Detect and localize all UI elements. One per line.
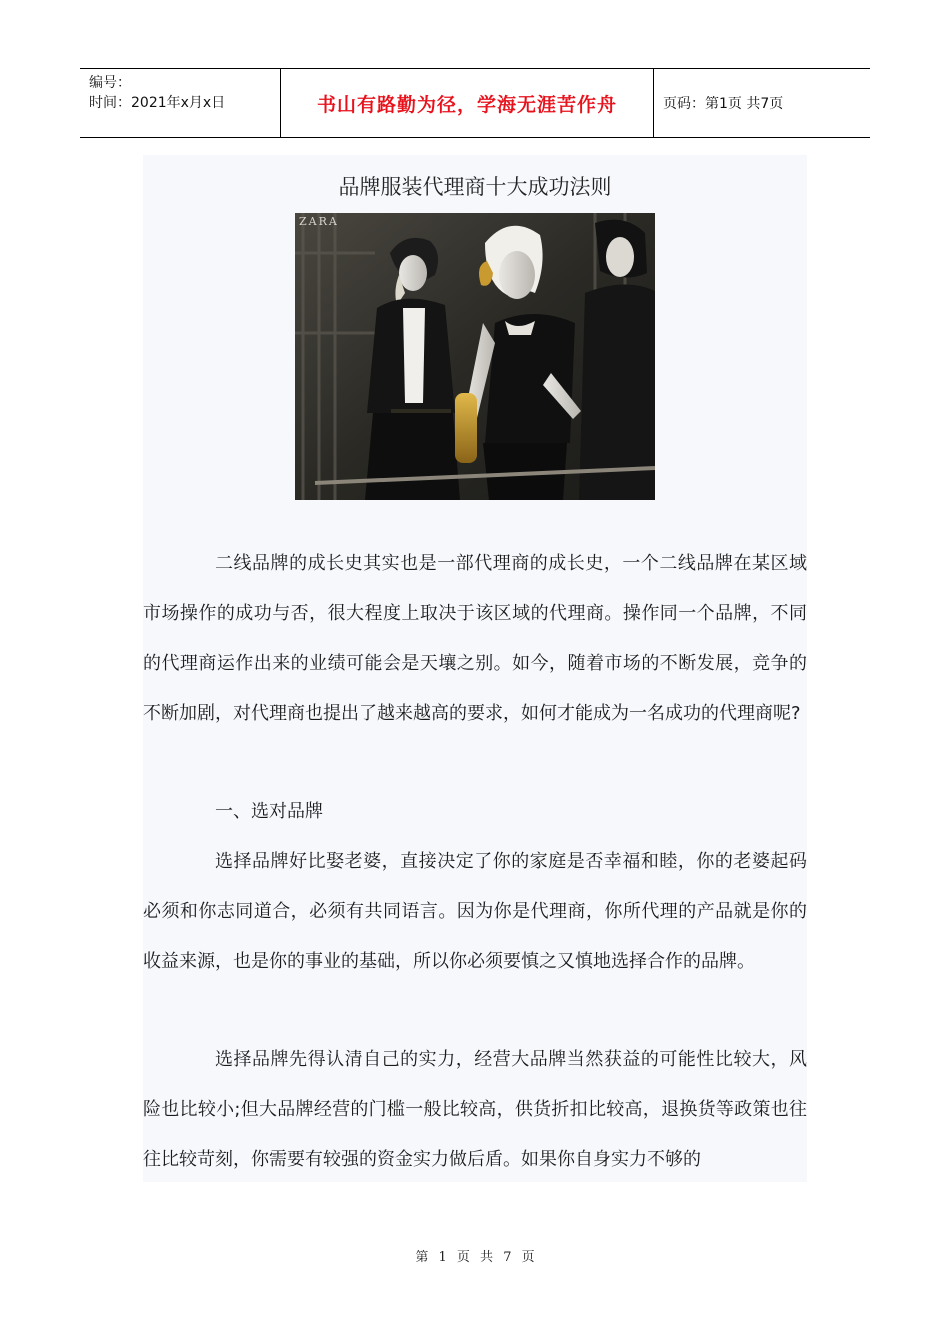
mannequin-photo (295, 213, 655, 500)
mannequin-photo-illustration (295, 213, 655, 500)
paragraph-choose-brand: 选择品牌好比娶老婆，直接决定了你的家庭是否幸福和睦，你的老婆起码必须和你志同道合，必须有共同语言。因为你是代理商，你所代理的产品就是你的收益来源，也是你的事业的基础，所以你必须要慎之又慎地选择合作的品牌。 (143, 851, 807, 972)
time-label: 时间：2021年x月x日 (89, 95, 226, 111)
article-body (143, 155, 807, 1182)
page-footer: 第 1 页 共 7 页 (415, 1250, 535, 1265)
paragraph-brand-strength: 选择品牌先得认清自己的实力，经营大品牌当然获益的可能性比较大，风险也比较小;但大品牌经营的门槛一般比较高，供货折扣比较高，退换货等政策也往往比较苛刻，你需要有较强的资金实力做后盾。如果你自身实力不够的 (143, 1049, 807, 1170)
article-title: 品牌服装代理商十大成功法则 (338, 175, 612, 199)
section-heading-choose-brand: 一、选对品牌 (215, 801, 323, 822)
header-motto-cell (281, 69, 654, 137)
header-meta-cell (80, 69, 281, 137)
paragraph-intro: 二线品牌的成长史其实也是一部代理商的成长史，一个二线品牌在某区域市场操作的成功与否，很大程度上取决于该区域的代理商。操作同一个品牌，不同的代理商运作出来的业绩可能会是天壤之别。如今，随着市场的不断发展，竞争的不断加剧，对代理商也提出了越来越高的要求，如何才能成为一名成功的代理商呢? (143, 553, 807, 724)
motto-text: 书山有路勤为径，学海无涯苦作舟 (316, 93, 617, 116)
header-page-cell (654, 69, 870, 137)
photo-brand-lettering: ZARA (299, 215, 339, 228)
header-table (80, 68, 870, 138)
page-info: 页码：第1页 共7页 (663, 96, 784, 112)
serial-label: 编号： (89, 75, 131, 91)
